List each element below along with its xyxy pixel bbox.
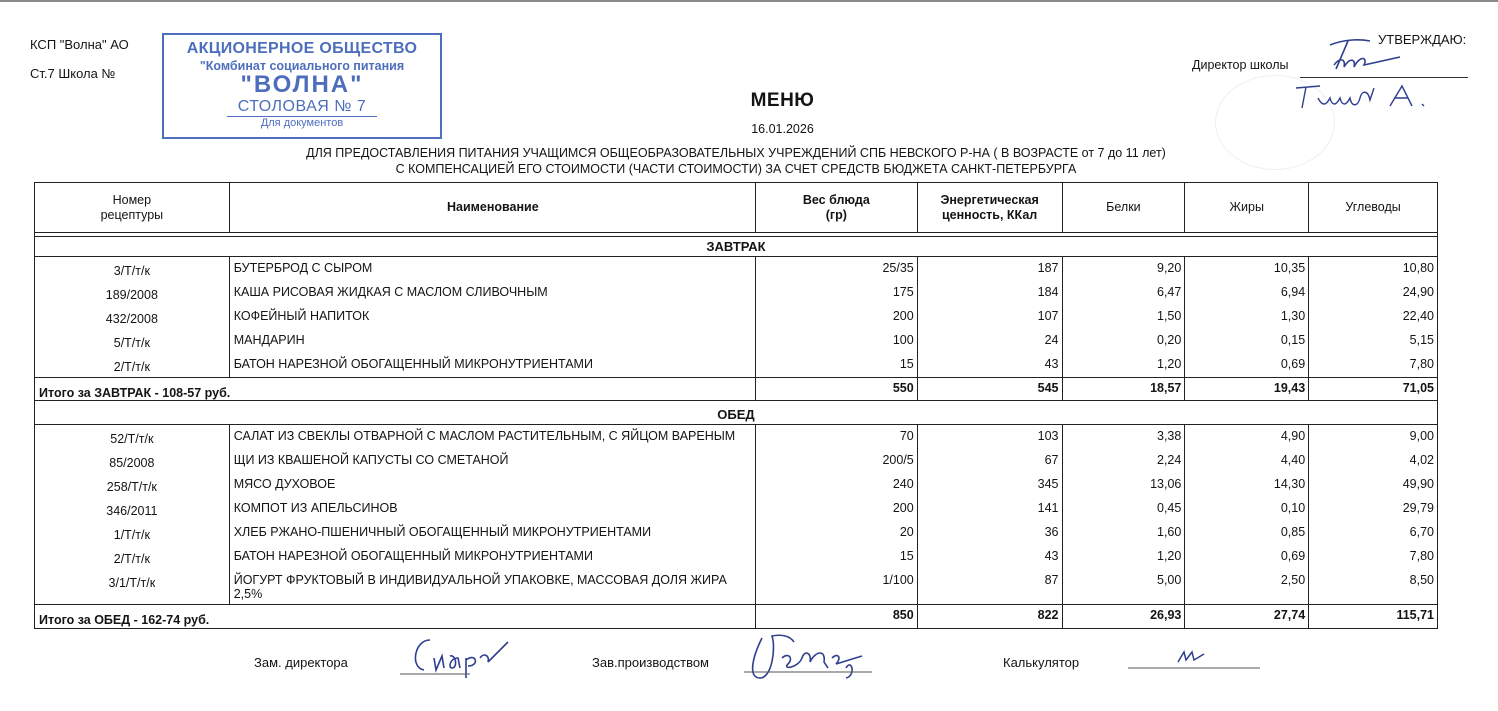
lunch-items — [35, 425, 1437, 604]
table-row — [35, 281, 1437, 305]
energy-cell: 43 — [917, 545, 1062, 569]
weight-cell: 25/35 — [755, 257, 917, 281]
protein-cell: 6,47 — [1062, 281, 1185, 305]
table-row — [35, 521, 1437, 545]
weight-cell: 175 — [755, 281, 917, 305]
breakfast-total-fat: 19,43 — [1184, 378, 1308, 400]
stamp-line-1: АКЦИОНЕРНОЕ ОБЩЕСТВО — [186, 40, 418, 57]
col-recipe: Номер рецептуры — [100, 192, 164, 222]
section-breakfast: ЗАВТРАК — [35, 237, 1437, 257]
weight-cell: 1/100 — [755, 569, 917, 604]
protein-cell: 1,20 — [1062, 353, 1185, 377]
director-label: Директор школы — [1192, 58, 1289, 72]
dish-name-cell: КАША РИСОВАЯ ЖИДКАЯ С МАСЛОМ СЛИВОЧНЫМ — [229, 281, 755, 305]
stamp-line-4: СТОЛОВАЯ № 7 — [237, 98, 367, 115]
table-row — [35, 305, 1437, 329]
fat-cell: 10,35 — [1184, 257, 1308, 281]
carbs-cell: 5,15 — [1308, 329, 1437, 353]
recipe-cell: 2/Т/т/к — [113, 552, 150, 566]
menu-table — [34, 182, 1438, 629]
energy-cell: 141 — [917, 497, 1062, 521]
dish-name-cell: КОМПОТ ИЗ АПЕЛЬСИНОВ — [229, 497, 755, 521]
weight-cell: 100 — [755, 329, 917, 353]
protein-cell: 3,38 — [1062, 425, 1185, 449]
recipe-cell: 3/1/Т/т/к — [108, 576, 156, 590]
carbs-cell: 7,80 — [1308, 353, 1437, 377]
weight-cell: 200 — [755, 497, 917, 521]
breakfast-total-carbs: 71,05 — [1308, 378, 1437, 400]
col-carbs: Углеводы — [1308, 183, 1437, 232]
calculator-label: Калькулятор — [1003, 655, 1080, 670]
subtitle-line-1: ДЛЯ ПРЕДОСТАВЛЕНИЯ ПИТАНИЯ УЧАЩИМСЯ ОБЩЕОБРАЗОВАТЕЛЬНЫХ УЧРЕЖДЕНИЙ СПБ НЕВСКОГО Р-НА ( В ВОЗРАСТЕ от 7 до 11 лет) — [306, 146, 1166, 160]
protein-cell: 0,45 — [1062, 497, 1185, 521]
weight-cell: 240 — [755, 473, 917, 497]
table-row — [35, 497, 1437, 521]
energy-cell: 187 — [917, 257, 1062, 281]
table-row — [35, 569, 1437, 604]
breakfast-total-energy: 545 — [917, 378, 1062, 400]
dish-name-cell: САЛАТ ИЗ СВЕКЛЫ ОТВАРНОЙ С МАСЛОМ РАСТИТЕЛЬНЫМ, С ЯЙЦОМ ВАРЕНЫМ — [229, 425, 755, 449]
recipe-cell: 432/2008 — [105, 312, 158, 326]
recipe-cell: 2/Т/т/к — [113, 360, 150, 374]
energy-cell: 36 — [917, 521, 1062, 545]
weight-cell: 20 — [755, 521, 917, 545]
stamp-line-5: Для документов — [227, 116, 377, 129]
dish-name-cell: БУТЕРБРОД С СЫРОМ — [229, 257, 755, 281]
breakfast-total-weight: 550 — [755, 378, 917, 400]
protein-cell: 9,20 — [1062, 257, 1185, 281]
carbs-cell: 9,00 — [1308, 425, 1437, 449]
menu-date: 16.01.2026 — [751, 122, 814, 136]
col-protein: Белки — [1062, 183, 1185, 232]
protein-cell: 13,06 — [1062, 473, 1185, 497]
dish-name-cell: МАНДАРИН — [229, 329, 755, 353]
carbs-cell: 49,90 — [1308, 473, 1437, 497]
col-weight: Вес блюда (гр) — [755, 183, 917, 232]
fat-cell: 0,69 — [1184, 353, 1308, 377]
breakfast-items — [35, 257, 1437, 377]
table-row — [35, 449, 1437, 473]
table-row — [35, 257, 1437, 281]
carbs-cell: 24,90 — [1308, 281, 1437, 305]
protein-cell: 1,50 — [1062, 305, 1185, 329]
approve-label: УТВЕРЖДАЮ: — [1378, 32, 1467, 47]
col-fat: Жиры — [1184, 183, 1308, 232]
deputy-signature — [400, 632, 512, 680]
fat-cell: 6,94 — [1184, 281, 1308, 305]
production-signature — [742, 628, 882, 684]
calculator-signature — [1128, 642, 1263, 672]
stamp-line-2: "Комбинат социального питания — [199, 59, 405, 73]
dish-name-cell: КОФЕЙНЫЙ НАПИТОК — [229, 305, 755, 329]
lunch-total-fat: 27,74 — [1184, 605, 1308, 628]
recipe-cell: 5/Т/т/к — [113, 336, 150, 350]
protein-cell: 5,00 — [1062, 569, 1185, 604]
top-rule — [0, 0, 1498, 2]
carbs-cell: 6,70 — [1308, 521, 1437, 545]
production-label: Зав.производством — [592, 655, 709, 670]
dish-name-cell: ХЛЕБ РЖАНО-ПШЕНИЧНЫЙ ОБОГАЩЕННЫЙ МИКРОНУТРИЕНТАМИ — [229, 521, 755, 545]
table-row — [35, 329, 1437, 353]
table-row — [35, 353, 1437, 377]
table-row — [35, 545, 1437, 569]
lunch-total-protein: 26,93 — [1062, 605, 1185, 628]
carbs-cell: 8,50 — [1308, 569, 1437, 604]
recipe-cell: 85/2008 — [109, 456, 155, 470]
protein-cell: 2,24 — [1062, 449, 1185, 473]
table-row — [35, 425, 1437, 449]
energy-cell: 67 — [917, 449, 1062, 473]
lunch-total-carbs: 115,71 — [1308, 605, 1437, 628]
fat-cell: 0,10 — [1184, 497, 1308, 521]
weight-cell: 200 — [755, 305, 917, 329]
dish-name-cell: ЙОГУРТ ФРУКТОВЫЙ В ИНДИВИДУАЛЬНОЙ УПАКОВКЕ, МАССОВАЯ ДОЛЯ ЖИРА 2,5% — [229, 569, 755, 604]
fat-cell: 14,30 — [1184, 473, 1308, 497]
col-name: Наименование — [229, 183, 755, 232]
table-header — [35, 183, 1437, 233]
energy-cell: 24 — [917, 329, 1062, 353]
protein-cell: 0,20 — [1062, 329, 1185, 353]
dish-name-cell: БАТОН НАРЕЗНОЙ ОБОГАЩЕННЫЙ МИКРОНУТРИЕНТАМИ — [229, 545, 755, 569]
weight-cell: 15 — [755, 353, 917, 377]
protein-cell: 1,60 — [1062, 521, 1185, 545]
dish-name-cell: МЯСО ДУХОВОЕ — [229, 473, 755, 497]
breakfast-total-label: Итого за ЗАВТРАК - 108-57 руб. — [39, 386, 231, 400]
carbs-cell: 29,79 — [1308, 497, 1437, 521]
protein-cell: 1,20 — [1062, 545, 1185, 569]
carbs-cell: 4,02 — [1308, 449, 1437, 473]
lunch-total-energy: 822 — [917, 605, 1062, 628]
fat-cell: 0,15 — [1184, 329, 1308, 353]
section-lunch: ОБЕД — [35, 401, 1437, 425]
subtitle-line-2: С КОМПЕНСАЦИЕЙ ЕГО СТОИМОСТИ (ЧАСТИ СТОИМОСТИ) ЗА СЧЕТ СРЕДСТВ БЮДЖЕТА САНКТ-ПЕТЕРБУРГА — [395, 162, 1077, 176]
dish-name-cell: ЩИ ИЗ КВАШЕНОЙ КАПУСТЫ СО СМЕТАНОЙ — [229, 449, 755, 473]
recipe-cell: 258/Т/т/к — [106, 480, 157, 494]
school-name: Ст.7 Школа № — [30, 66, 116, 81]
carbs-cell: 7,80 — [1308, 545, 1437, 569]
breakfast-total-protein: 18,57 — [1062, 378, 1185, 400]
fat-cell: 4,40 — [1184, 449, 1308, 473]
carbs-cell: 22,40 — [1308, 305, 1437, 329]
energy-cell: 43 — [917, 353, 1062, 377]
fat-cell: 2,50 — [1184, 569, 1308, 604]
energy-cell: 107 — [917, 305, 1062, 329]
recipe-cell: 346/2011 — [106, 504, 158, 518]
deputy-label: Зам. директора — [254, 655, 348, 670]
fat-cell: 1,30 — [1184, 305, 1308, 329]
table-row — [35, 473, 1437, 497]
lunch-total-row — [35, 604, 1437, 628]
lunch-total-weight: 850 — [755, 605, 917, 628]
recipe-cell: 1/Т/т/к — [113, 528, 150, 542]
fat-cell: 0,85 — [1184, 521, 1308, 545]
lunch-total-label: Итого за ОБЕД - 162-74 руб. — [39, 613, 210, 627]
org-name: КСП "Волна" АО — [30, 37, 129, 52]
dish-name-cell: БАТОН НАРЕЗНОЙ ОБОГАЩЕННЫЙ МИКРОНУТРИЕНТАМИ — [229, 353, 755, 377]
weight-cell: 70 — [755, 425, 917, 449]
fat-cell: 4,90 — [1184, 425, 1308, 449]
carbs-cell: 10,80 — [1308, 257, 1437, 281]
energy-cell: 87 — [917, 569, 1062, 604]
page-title: МЕНЮ — [750, 90, 815, 111]
stamp-line-3: "ВОЛНА" — [240, 71, 364, 98]
energy-cell: 184 — [917, 281, 1062, 305]
energy-cell: 345 — [917, 473, 1062, 497]
director-signature — [1300, 35, 1410, 79]
recipe-cell: 189/2008 — [105, 288, 158, 302]
energy-cell: 103 — [917, 425, 1062, 449]
fat-cell: 0,69 — [1184, 545, 1308, 569]
recipe-cell: 3/Т/т/к — [113, 264, 150, 278]
recipe-cell: 52/Т/т/к — [110, 432, 154, 446]
weight-cell: 15 — [755, 545, 917, 569]
col-energy: Энергетическая ценность, ККал — [917, 183, 1062, 232]
breakfast-total-row — [35, 377, 1437, 401]
weight-cell: 200/5 — [755, 449, 917, 473]
